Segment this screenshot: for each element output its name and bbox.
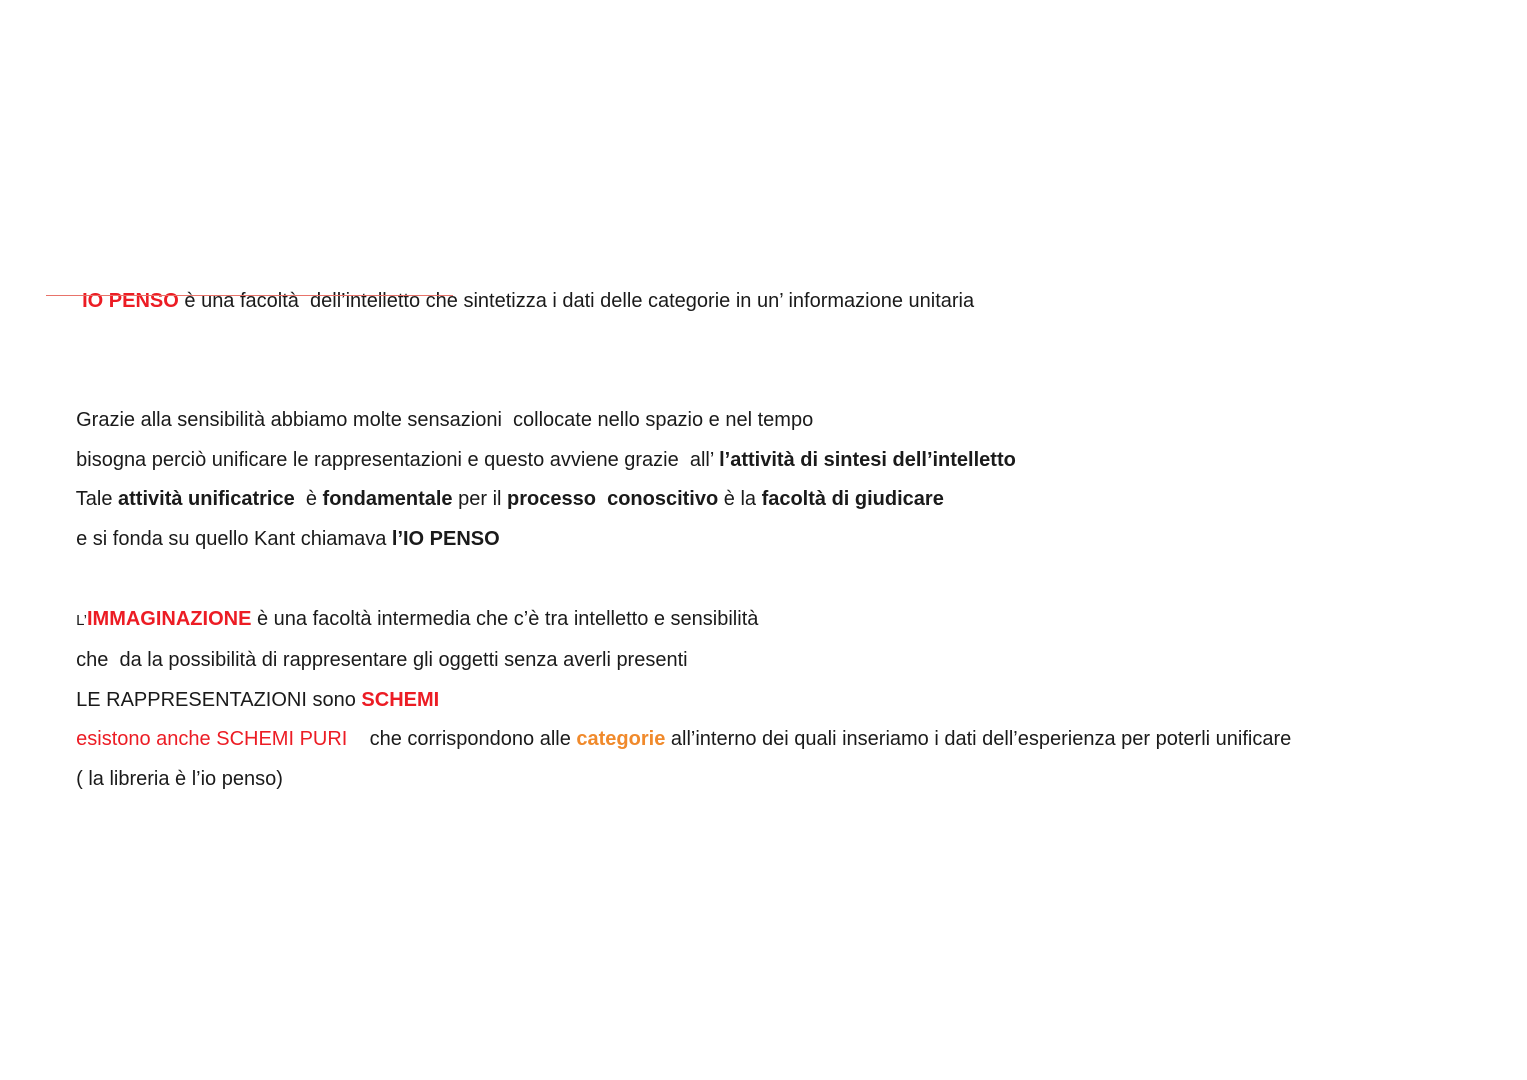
p1-line-3-bold-d: facoltà di giudicare: [761, 488, 944, 510]
heading-definition: è una facoltà dell’intelletto che sintetizza i dati delle categorie in un’ informazione unitaria: [178, 290, 975, 312]
p1-line-3-text-b: è: [294, 488, 323, 510]
p2-categorie-term: categorie: [576, 728, 666, 750]
heading-line: [71, 265, 974, 313]
p2-immaginazione-term: IMMAGINAZIONE: [86, 608, 252, 630]
p1-line-2-bold: l’attività di sintesi dell’intelletto: [719, 449, 1016, 471]
p1-line-2-text: bisogna perciò unificare le rappresentazioni e questo avviene grazie all’: [76, 449, 720, 471]
p2-line-4-text-a: che corrispondono alle: [347, 728, 577, 750]
p1-line-4-text: e si fonda su quello Kant chiamava: [76, 528, 392, 550]
p2-line-1-prefix: L’: [76, 612, 87, 629]
p2-line-5: [65, 743, 283, 791]
heading-term: IO PENSO: [82, 290, 179, 312]
p1-line-3-text-c: per il: [452, 488, 508, 510]
p1-line-3-bold-b: fondamentale: [322, 488, 453, 510]
heading-underline: [46, 295, 453, 296]
p1-line-3-text-a: Tale: [75, 488, 119, 510]
p2-line-2-text: che da la possibilità di rappresentare gli oggetti senza averli presenti: [76, 649, 688, 671]
p2-line-5-text: ( la libreria è l’io penso): [76, 768, 283, 790]
p2-line-4-text-b: all’interno dei quali inseriamo i dati dell’esperienza per poterli unificare: [665, 728, 1292, 750]
p1-line-3-text-d: è la: [718, 488, 762, 510]
p2-line-3-text: LE RAPPRESENTAZIONI sono: [76, 689, 362, 711]
p2-schemi-term: SCHEMI: [361, 689, 440, 711]
p1-line-4-bold: l’IO PENSO: [391, 528, 500, 550]
p1-line-3-bold-c: processo conoscitivo: [507, 488, 719, 510]
p2-schemi-puri-text: esistono anche SCHEMI PURI: [76, 728, 348, 750]
p1-line-4: [65, 503, 500, 551]
p1-line-1-text: Grazie alla sensibilità abbiamo molte sensazioni collocate nello spazio e nel tempo: [76, 409, 814, 431]
p2-line-1-text: è una facoltà intermedia che c’è tra intelletto e sensibilità: [251, 608, 759, 630]
p1-line-3-bold-a: attività unificatrice: [118, 488, 295, 510]
